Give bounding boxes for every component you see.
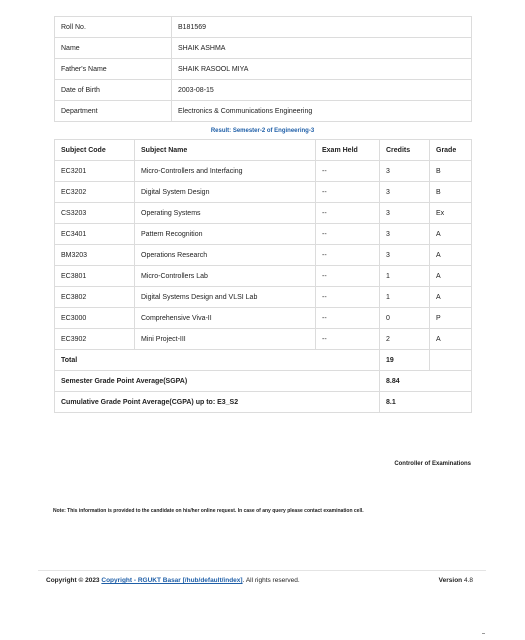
version-value: 4.8 [463, 577, 473, 584]
exam-held-cell: -- [316, 203, 380, 224]
grade-cell: Ex [430, 203, 472, 224]
credits-cell: 3 [380, 203, 430, 224]
student-row [55, 101, 472, 122]
cgpa-row [55, 392, 472, 413]
student-row [55, 38, 472, 59]
subject-code-cell: EC3801 [55, 266, 135, 287]
student-field-value: 2003-08-15 [172, 80, 472, 101]
student-field-value: Electronics & Communications Engineering [172, 101, 472, 122]
exam-held-cell: -- [316, 224, 380, 245]
grade-cell: B [430, 182, 472, 203]
subject-row [55, 182, 472, 203]
subject-code-cell: EC3802 [55, 287, 135, 308]
credits-cell: 1 [380, 287, 430, 308]
header-subject-name: Subject Name [135, 140, 316, 161]
credits-cell: 2 [380, 329, 430, 350]
student-details-table [54, 16, 472, 122]
marks-header-row [55, 140, 472, 161]
subject-code-cell: EC3201 [55, 161, 135, 182]
subject-row [55, 287, 472, 308]
exam-held-cell: -- [316, 329, 380, 350]
total-label: Total [55, 350, 380, 371]
header-exam-held: Exam Held [316, 140, 380, 161]
grade-cell: A [430, 245, 472, 266]
marks-table [54, 139, 472, 413]
grade-cell: A [430, 266, 472, 287]
subject-row [55, 245, 472, 266]
exam-held-cell: -- [316, 287, 380, 308]
sgpa-label: Semester Grade Point Average(SGPA) [55, 371, 380, 392]
cgpa-label: Cumulative Grade Point Average(CGPA) up to: E3_S2 [55, 392, 380, 413]
credits-cell: 3 [380, 182, 430, 203]
note-text: Note: This information is provided to the candidate on his/her online request. In case of any query please contact examination cell. [53, 508, 364, 514]
subject-row [55, 161, 472, 182]
copyright-link[interactable]: Copyright - RGUKT Basar [/hub/default/index] [101, 577, 243, 584]
total-credits: 19 [380, 350, 430, 371]
student-row [55, 17, 472, 38]
grade-cell: B [430, 161, 472, 182]
student-field-label: Date of Birth [55, 80, 172, 101]
grade-cell: A [430, 224, 472, 245]
credits-cell: 0 [380, 308, 430, 329]
student-row [55, 80, 472, 101]
student-field-label: Roll No. [55, 17, 172, 38]
cgpa-value: 8.1 [380, 392, 472, 413]
result-caption: Result: Semester-2 of Engineering-3 [210, 128, 315, 134]
subject-row [55, 224, 472, 245]
subject-row [55, 329, 472, 350]
total-row [55, 350, 472, 371]
version-label: Version [438, 577, 463, 584]
subject-name-cell: Micro-Controllers and Interfacing [135, 161, 316, 182]
student-field-value: SHAIK ASHMA [172, 38, 472, 59]
header-grade: Grade [430, 140, 472, 161]
exam-held-cell: -- [316, 182, 380, 203]
exam-held-cell: -- [316, 266, 380, 287]
credits-cell: 3 [380, 224, 430, 245]
exam-held-cell: -- [316, 308, 380, 329]
credits-cell: 3 [380, 161, 430, 182]
student-field-label: Name [55, 38, 172, 59]
grade-cell: A [430, 329, 472, 350]
subject-name-cell: Mini Project-III [135, 329, 316, 350]
footer-divider [38, 570, 486, 571]
subject-name-cell: Digital System Design [135, 182, 316, 203]
subject-name-cell: Operations Research [135, 245, 316, 266]
subject-name-cell: Operating Systems [135, 203, 316, 224]
controller-of-examinations: Controller of Examinations [394, 461, 471, 467]
subject-name-cell: Micro-Controllers Lab [135, 266, 316, 287]
student-field-value: B181569 [172, 17, 472, 38]
footer-version [439, 577, 473, 584]
subject-row [55, 203, 472, 224]
footer-copyright [46, 577, 300, 584]
subject-code-cell: EC3000 [55, 308, 135, 329]
subject-code-cell: CS3203 [55, 203, 135, 224]
copyright-prefix: Copyright © 2023 [46, 577, 100, 584]
sgpa-value: 8.84 [380, 371, 472, 392]
total-grade-empty [430, 350, 472, 371]
page-corner-mark [482, 633, 485, 634]
subject-row [55, 266, 472, 287]
subject-code-cell: EC3401 [55, 224, 135, 245]
credits-cell: 3 [380, 245, 430, 266]
subject-code-cell: BM3203 [55, 245, 135, 266]
exam-held-cell: -- [316, 245, 380, 266]
exam-held-cell: -- [316, 161, 380, 182]
grade-cell: A [430, 287, 472, 308]
student-row [55, 59, 472, 80]
grade-cell: P [430, 308, 472, 329]
rights-text: . All rights reserved. [242, 577, 300, 584]
header-subject-code: Subject Code [55, 140, 135, 161]
student-field-value: SHAIK RASOOL MIYA [172, 59, 472, 80]
header-credits: Credits [380, 140, 430, 161]
student-field-label: Department [55, 101, 172, 122]
subject-code-cell: EC3202 [55, 182, 135, 203]
subject-code-cell: EC3902 [55, 329, 135, 350]
student-field-label: Father's Name [55, 59, 172, 80]
sgpa-row [55, 371, 472, 392]
subject-name-cell: Comprehensive Viva-II [135, 308, 316, 329]
subject-row [55, 308, 472, 329]
credits-cell: 1 [380, 266, 430, 287]
subject-name-cell: Digital Systems Design and VLSI Lab [135, 287, 316, 308]
subject-name-cell: Pattern Recognition [135, 224, 316, 245]
